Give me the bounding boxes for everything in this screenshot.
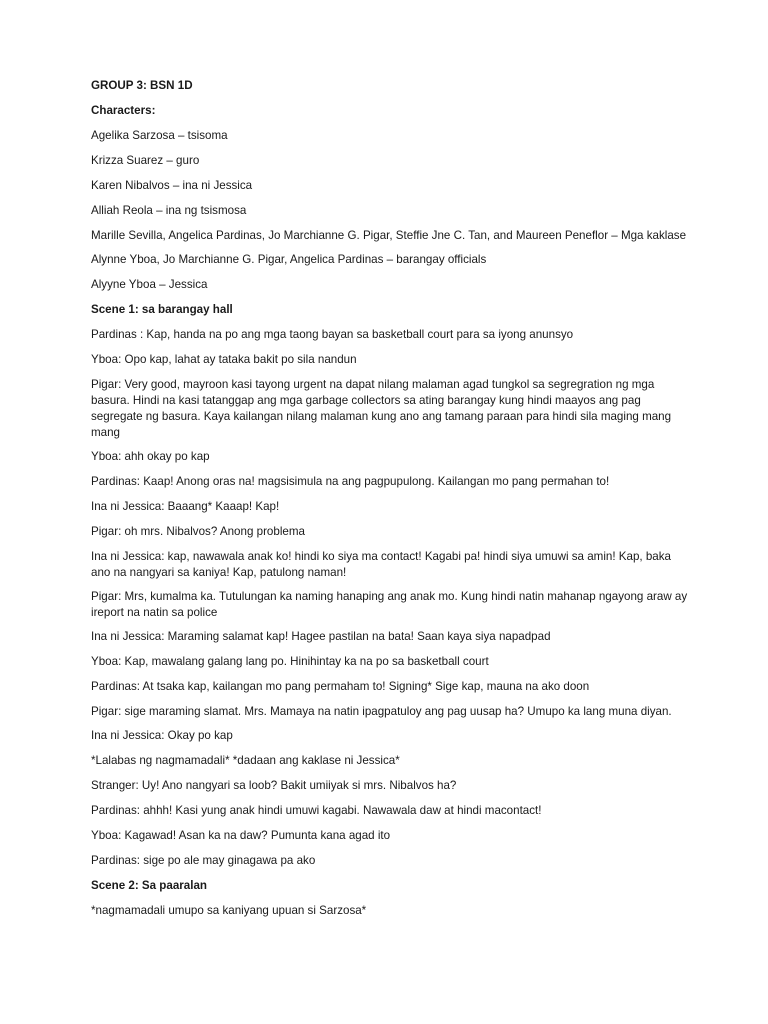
dialogue-line: Ina ni Jessica: Okay po kap: [91, 729, 233, 742]
dialogue-line: Pigar: Very good, mayroon kasi tayong urgent na dapat nilang malaman agad tungkol sa segregration ng mga basura. Hindi na kasi tatanggap ang mga garbage collectors sa ating barangay kung hindi maayos ang pag segregate ng basura. Kaya kailangan nilang malaman kung ano ang tamang paraan para hindi sila maging mang mang: [91, 378, 672, 439]
dialogue-line: Pardinas : Kap, handa na po ang mga taong bayan sa basketball court para sa iyong anunsyo: [91, 328, 574, 341]
dialogue-line: Yboa: Kagawad! Asan ka na daw? Pumunta kana agad ito: [91, 829, 391, 842]
characters-heading: Characters:: [91, 104, 156, 117]
dialogue-line: Stranger: Uy! Ano nangyari sa loob? Bakit umiiyak si mrs. Nibalvos ha?: [91, 779, 457, 792]
document-page: [91, 78, 691, 919]
character-line: Marille Sevilla, Angelica Pardinas, Jo Marchianne G. Pigar, Steffie Jne C. Tan, and Maureen Peneflor – Mga kaklase: [91, 229, 687, 242]
dialogue-line: Pigar: oh mrs. Nibalvos? Anong problema: [91, 525, 305, 538]
dialogue-line: Pardinas: ahhh! Kasi yung anak hindi umuwi kagabi. Nawawala daw at hindi macontact!: [91, 804, 542, 817]
dialogue-line: Yboa: Opo kap, lahat ay tataka bakit po sila nandun: [91, 353, 357, 366]
dialogue-line: Yboa: Kap, mawalang galang lang po. Hinihintay ka na po sa basketball court: [91, 655, 489, 668]
dialogue-line: Pigar: Mrs, kumalma ka. Tutulungan ka naming hanaping ang anak mo. Kung hindi natin mahanap ngayong araw ay ireport na natin sa police: [91, 590, 688, 619]
group-heading: GROUP 3: BSN 1D: [91, 79, 193, 92]
stage-direction: *nagmamadali umupo sa kaniyang upuan si Sarzosa*: [91, 904, 367, 917]
dialogue-line: Pardinas: Kaap! Anong oras na! magsisimula na ang pagpupulong. Kailangan mo pang permahan to!: [91, 475, 610, 488]
dialogue-line: Yboa: ahh okay po kap: [91, 450, 210, 463]
dialogue-line: Ina ni Jessica: kap, nawawala anak ko! hindi ko siya ma contact! Kagabi pa! hindi siya umuwi sa amin! Kap, baka ano na nangyari sa kaniya! Kap, patulong naman!: [91, 550, 672, 579]
character-line: Karen Nibalvos – ina ni Jessica: [91, 179, 253, 192]
scene-heading: Scene 1: sa barangay hall: [91, 303, 233, 316]
character-line: Alliah Reola – ina ng tsismosa: [91, 204, 247, 217]
scene-heading: Scene 2: Sa paaralan: [91, 879, 207, 892]
dialogue-line: Ina ni Jessica: Baaang* Kaaap! Kap!: [91, 500, 280, 513]
dialogue-line: Pigar: sige maraming slamat. Mrs. Mamaya na natin ipagpatuloy ang pag uusap ha? Umupo ka lang muna diyan.: [91, 705, 672, 718]
dialogue-line: Ina ni Jessica: Maraming salamat kap! Hagee pastilan na bata! Saan kaya siya napadpad: [91, 630, 551, 643]
character-line: Krizza Suarez – guro: [91, 154, 200, 167]
dialogue-line: Pardinas: sige po ale may ginagawa pa ako: [91, 854, 316, 867]
character-line: Agelika Sarzosa – tsisoma: [91, 129, 228, 142]
character-line: Alyyne Yboa – Jessica: [91, 278, 208, 291]
dialogue-line: Pardinas: At tsaka kap, kailangan mo pang permaham to! Signing* Sige kap, mauna na ako doon: [91, 680, 590, 693]
stage-direction: *Lalabas ng nagmamadali* *dadaan ang kaklase ni Jessica*: [91, 754, 400, 767]
character-line: Alynne Yboa, Jo Marchianne G. Pigar, Angelica Pardinas – barangay officials: [91, 253, 487, 266]
